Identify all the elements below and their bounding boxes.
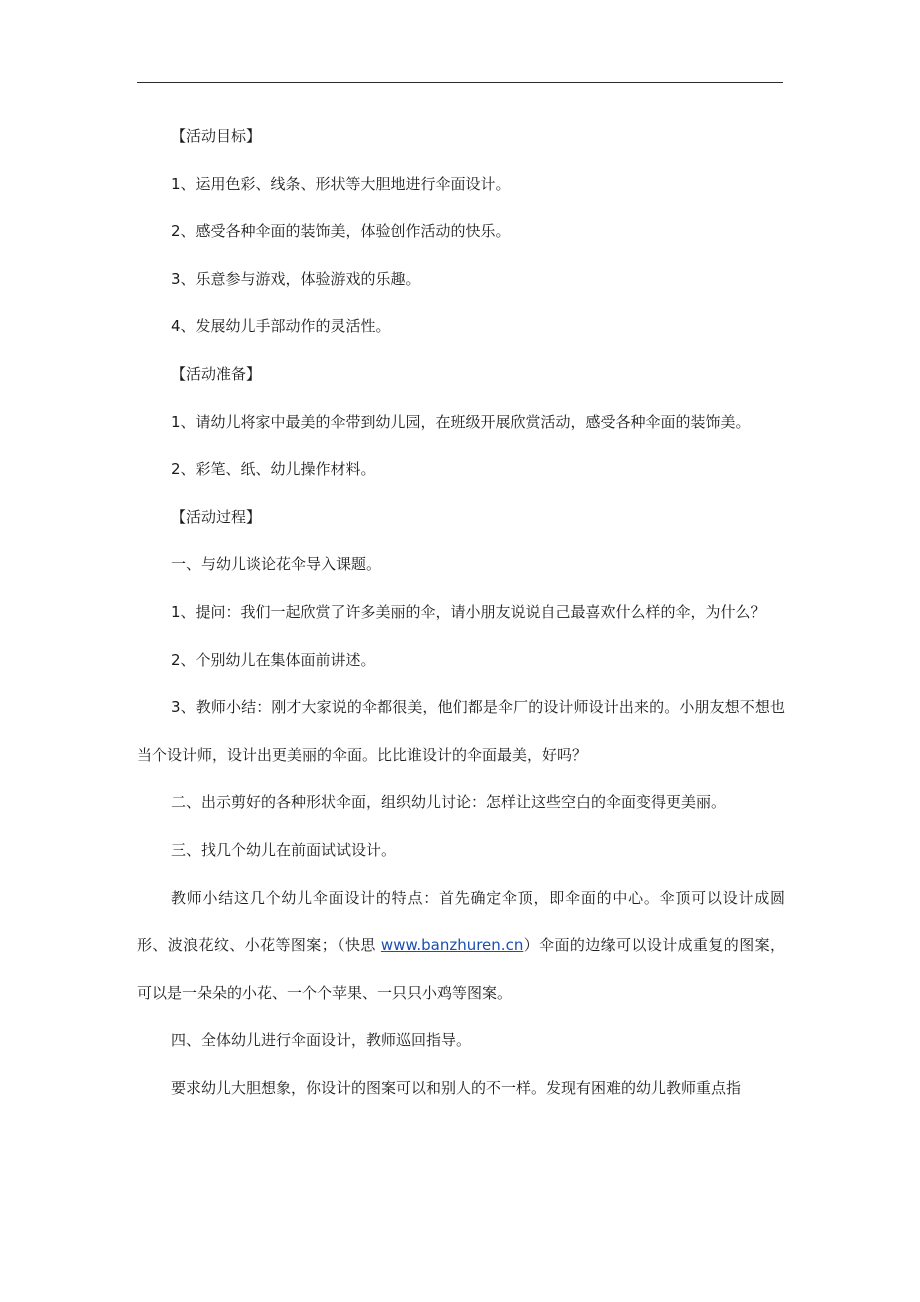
goal-item-2: 2、感受各种伞面的装饰美，体验创作活动的快乐。 — [171, 222, 511, 241]
process-step-2: 二、出示剪好的各种形状伞面，组织幼儿讨论：怎样让这些空白的伞面变得更美丽。 — [171, 793, 727, 812]
preparation-item-1: 1、请幼儿将家中最美的伞带到幼儿园，在班级开展欣赏活动，感受各种伞面的装饰美。 — [171, 412, 751, 431]
section-heading-process: 【活动过程】 — [171, 507, 262, 526]
process-step-3: 三、找几个幼儿在前面试试设计。 — [171, 840, 397, 859]
goal-item-4: 4、发展幼儿手部动作的灵活性。 — [171, 317, 391, 336]
process-substep-2: 2、个别幼儿在集体面前讲述。 — [171, 650, 376, 669]
process-substep-1: 1、提问：我们一起欣赏了许多美丽的伞，请小朋友说说自己最喜欢什么样的伞，为什么？ — [171, 602, 766, 621]
process-substep-3: 3、教师小结：刚才大家说的伞都很美，他们都是伞厂的设计师设计出来的。小朋友想不想也当个设计师，设计出更美丽的伞面。比比谁设计的伞面最美，好吗？ — [137, 698, 785, 764]
teacher-summary-text-before: 教师小结这几个幼儿伞面设计的特点：首先确定伞顶，即伞面的中心。伞顶可以设计成圆形、波浪花纹、小花等图案；（快思 — [137, 888, 785, 955]
preparation-item-2: 2、彩笔、纸、幼儿操作材料。 — [171, 460, 376, 479]
banzhuren-link[interactable]: www.banzhuren.cn — [380, 936, 524, 955]
process-step-4: 四、全体幼儿进行伞面设计，教师巡回指导。 — [171, 1031, 472, 1050]
section-heading-preparation: 【活动准备】 — [171, 364, 262, 383]
goal-item-3: 3、乐意参与游戏，体验游戏的乐趣。 — [171, 269, 421, 288]
header-rule — [137, 82, 783, 83]
teacher-summary-paragraph — [137, 875, 785, 1018]
goal-item-1: 1、运用色彩、线条、形状等大胆地进行伞面设计。 — [171, 174, 511, 193]
requirements-paragraph: 要求幼儿大胆想象，你设计的图案可以和别人的不一样。发现有困难的幼儿教师重点指 — [171, 1078, 742, 1097]
process-step-1: 一、与幼儿谈论花伞导入课题。 — [171, 555, 382, 574]
teacher-summary-text-after: ）伞面的边缘可以设计成重复的图案，可以是一朵朵的小花、一个个苹果、一只只小鸡等图案。 — [137, 936, 785, 1002]
document-body — [137, 113, 785, 1112]
section-heading-goals: 【活动目标】 — [171, 127, 262, 145]
